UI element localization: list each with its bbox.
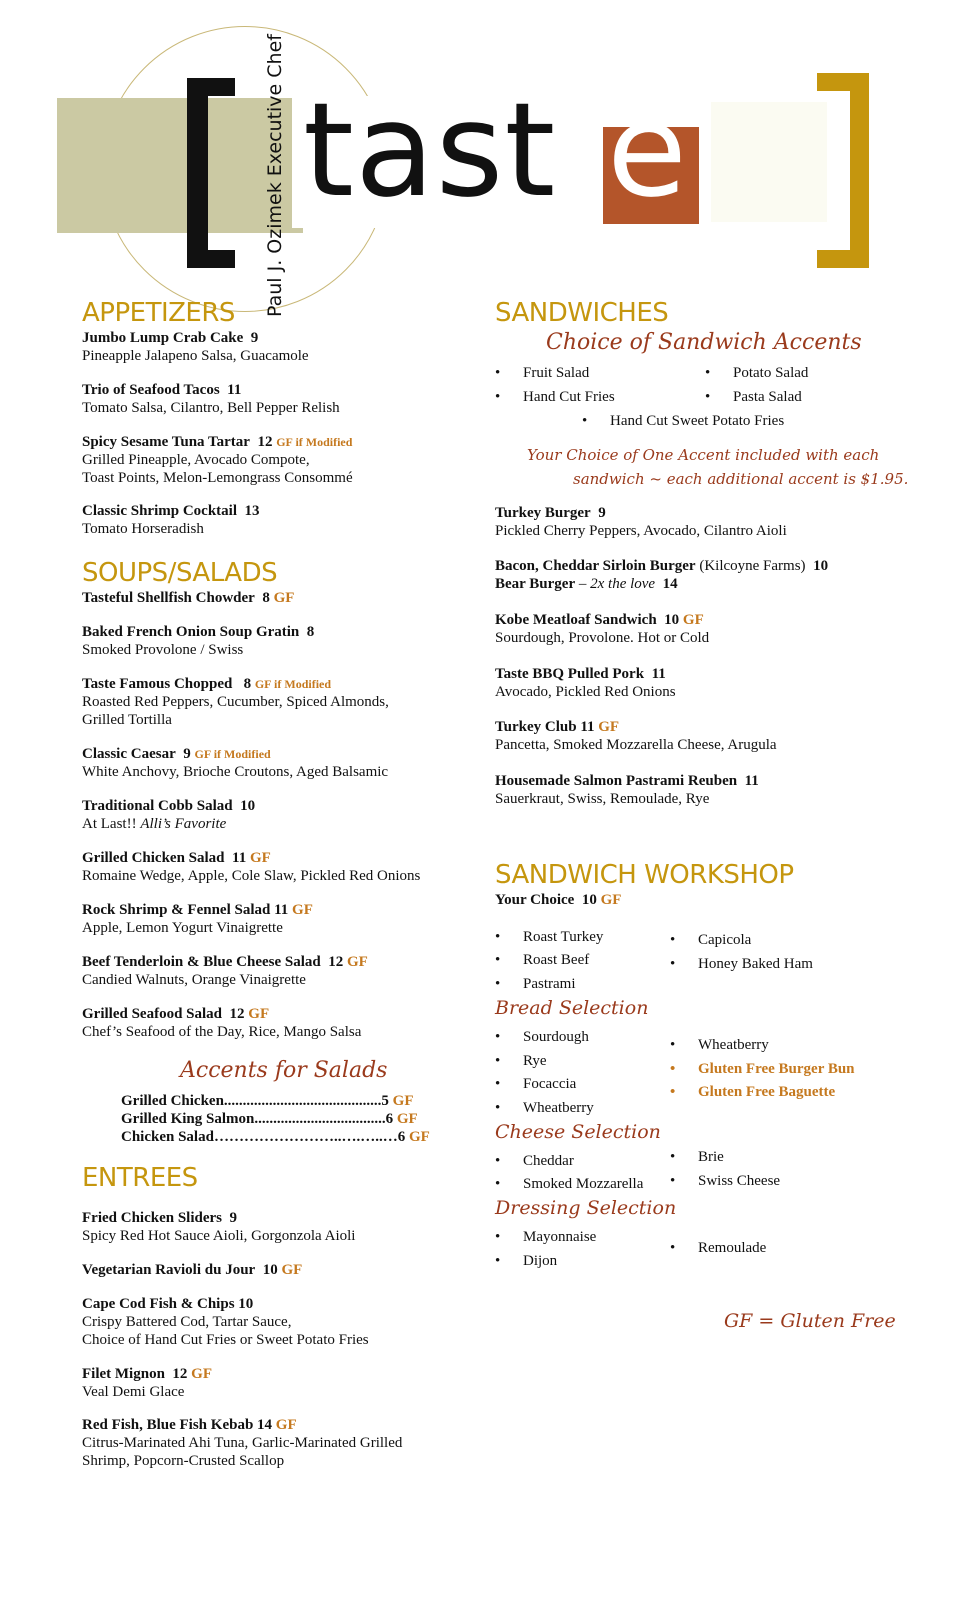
item-description: Pancetta, Smoked Mozzarella Cheese, Arugula	[495, 737, 777, 753]
item-description: Pickled Cherry Peppers, Avocado, Cilantro Aioli	[495, 523, 787, 539]
item-name: Jumbo Lump Crab Cake	[82, 330, 244, 346]
cheese-option: • Swiss Cheese	[698, 1172, 780, 1190]
item-name: Your Choice	[495, 892, 575, 908]
menu-item	[495, 665, 676, 701]
menu-item	[495, 504, 787, 540]
item-description: Chef’s Seafood of the Day, Rice, Mango Salsa	[82, 1024, 362, 1040]
item-price: 11	[227, 382, 242, 398]
meat-option: • Pastrami	[523, 975, 576, 993]
menu-item	[82, 797, 255, 833]
item-price: 11	[651, 666, 666, 682]
item-name: Bear Burger	[495, 576, 576, 592]
menu-item	[82, 1416, 402, 1470]
logo-right-bracket	[850, 73, 869, 268]
meat-option: • Roast Turkey	[523, 928, 603, 946]
dressing-selection-heading: Dressing Selection	[495, 1197, 677, 1219]
bread-selection-heading: Bread Selection	[495, 997, 649, 1019]
item-description: Avocado, Pickled Red Onions	[495, 684, 676, 700]
item-price: 10	[813, 558, 829, 574]
menu-item	[82, 1209, 355, 1245]
sandwich-workshop-heading: SANDWICH WORKSHOP	[495, 860, 794, 890]
menu-item	[82, 433, 353, 487]
gf-badge: GF	[273, 590, 295, 606]
gf-badge: GF	[347, 954, 368, 970]
cheese-selection-heading: Cheese Selection	[495, 1121, 661, 1143]
logo-wordmark-e: e	[607, 74, 687, 226]
item-description: Candied Walnuts, Orange Vinaigrette	[82, 972, 306, 988]
menu-item	[495, 611, 709, 647]
item-name: Filet Mignon	[82, 1366, 165, 1382]
item-price: 10	[240, 798, 256, 814]
item-description: Sourdough, Provolone. Hot or Cold	[495, 630, 710, 646]
item-description: Sauerkraut, Swiss, Remoulade, Rye	[495, 791, 710, 807]
gf-badge: GF	[408, 1129, 430, 1145]
menu-item	[82, 1365, 212, 1401]
item-name: Cape Cod Fish & Chips	[82, 1296, 235, 1312]
item-description: Tomato Horseradish	[82, 521, 204, 537]
item-price: 11	[744, 773, 759, 789]
item-price: 8	[243, 676, 252, 692]
dressing-option: • Mayonnaise	[523, 1228, 596, 1246]
item-description: Crispy Battered Cod, Tartar Sauce,	[82, 1314, 292, 1330]
gluten-free-legend: GF = Gluten Free	[724, 1310, 896, 1332]
gf-badge: GF	[396, 1111, 418, 1127]
item-name: Bacon, Cheddar Sirloin Burger	[495, 558, 696, 574]
gf-badge: GF	[248, 1006, 270, 1022]
item-description: Roasted Red Peppers, Cucumber, Spiced Almonds,	[82, 694, 389, 710]
bread-option: • Sourdough	[523, 1028, 589, 1046]
entrees-heading: ENTREES	[82, 1163, 198, 1193]
cheese-option: • Cheddar	[523, 1152, 574, 1170]
item-price: 10	[238, 1296, 254, 1312]
gf-badge: GF	[682, 612, 704, 628]
item-description: Apple, Lemon Yogurt Vinaigrette	[82, 920, 283, 936]
meat-option: • Honey Baked Ham	[698, 955, 813, 973]
gf-badge: GF	[292, 902, 313, 918]
item-description: Grilled Tortilla	[82, 712, 172, 728]
bread-option: • Rye	[523, 1052, 547, 1070]
item-price: 12	[257, 434, 273, 450]
bread-option: • Wheatberry	[523, 1099, 594, 1117]
gf-badge: GF	[392, 1093, 414, 1109]
menu-item	[82, 675, 389, 729]
salad-accent-line: Grilled King Salmon...................................6 GF	[121, 1111, 418, 1127]
item-description: White Anchovy, Brioche Croutons, Aged Balsamic	[82, 764, 389, 780]
menu-item	[82, 953, 368, 989]
item-price: 8	[262, 590, 270, 606]
item-price: 13	[244, 503, 260, 519]
item-name: Turkey Burger	[495, 505, 591, 521]
salad-accent-line: Grilled Chicken..........................................5 GF	[121, 1093, 414, 1109]
accent-option: • Hand Cut Sweet Potato Fries	[610, 412, 784, 430]
menu-item	[82, 329, 309, 365]
gf-badge: GF if Modified	[276, 435, 353, 449]
menu-item	[495, 575, 828, 593]
dressing-option: • Remoulade	[698, 1239, 766, 1257]
cheese-option: • Smoked Mozzarella	[523, 1175, 643, 1193]
item-description: Spicy Red Hot Sauce Aioli, Gorgonzola Aioli	[82, 1228, 356, 1244]
item-description: Toast Points, Melon-Lemongrass Consommé	[82, 470, 353, 486]
item-name: Vegetarian Ravioli du Jour	[82, 1262, 256, 1278]
menu-item	[82, 1295, 369, 1349]
gf-badge: GF if Modified	[194, 747, 271, 761]
logo-wordmark: tast	[303, 74, 557, 226]
dressing-option: • Dijon	[523, 1252, 557, 1270]
item-price: 9	[250, 330, 259, 346]
logo-left-bracket	[187, 78, 208, 268]
item-price: 12	[328, 954, 344, 970]
item-description: Grilled Pineapple, Avocado Compote,	[82, 452, 310, 468]
item-name: Rock Shrimp & Fennel Salad	[82, 902, 271, 918]
item-name: Housemade Salmon Pastrami Reuben	[495, 773, 738, 789]
item-price: 9	[598, 505, 606, 521]
item-name: Classic Caesar	[82, 746, 176, 762]
item-name: Beef Tenderloin & Blue Cheese Salad	[82, 954, 321, 970]
item-price: 9	[229, 1210, 238, 1226]
item-description: Romaine Wedge, Apple, Cole Slaw, Pickled Red Onions	[82, 868, 421, 884]
item-name: Turkey Club	[495, 719, 577, 735]
item-note: – 2x the love	[578, 576, 656, 592]
cheese-option: • Brie	[698, 1148, 724, 1166]
menu-item	[82, 849, 420, 885]
bread-option-gluten-free: • Gluten Free Baguette	[698, 1083, 835, 1101]
salad-accents-heading: Accents for Salads	[180, 1058, 388, 1083]
item-name: Spicy Sesame Tuna Tartar	[82, 434, 250, 450]
logo-faint-block	[711, 102, 827, 222]
executive-chef-credit: Paul J. Ozimek Executive Chef	[264, 34, 286, 317]
item-name: Traditional Cobb Salad	[82, 798, 233, 814]
item-name: Baked French Onion Soup Gratin	[82, 624, 300, 640]
item-name: Grilled Chicken Salad	[82, 850, 225, 866]
item-name: Tasteful Shellfish Chowder	[82, 590, 255, 606]
accent-option: • Pasta Salad	[733, 388, 802, 406]
item-description: Citrus-Marinated Ahi Tuna, Garlic-Marinated Grilled	[82, 1435, 403, 1451]
item-price: 11	[274, 902, 289, 918]
meat-option: • Capicola	[698, 931, 751, 949]
meat-option: • Roast Beef	[523, 951, 589, 969]
item-price: 9	[183, 746, 191, 762]
item-note: (Kilcoyne Farms)	[699, 558, 806, 574]
item-description: At Last!! Alli’s Favorite	[82, 816, 227, 832]
menu-item	[82, 1005, 361, 1041]
menu-item	[82, 381, 340, 417]
menu-item	[82, 623, 314, 659]
bread-option-gluten-free: • Gluten Free Burger Bun	[698, 1060, 855, 1078]
item-name: Red Fish, Blue Fish Kebab	[82, 1417, 254, 1433]
item-description: Shrimp, Popcorn-Crusted Scallop	[82, 1453, 285, 1469]
item-price: 10	[262, 1262, 278, 1278]
menu-item	[495, 772, 759, 808]
item-price: 14	[257, 1417, 273, 1433]
menu-item	[82, 745, 388, 781]
menu-item	[495, 557, 828, 593]
accent-note: sandwich ~ each additional accent is $1.95.	[573, 470, 909, 488]
item-name: Kobe Meatloaf Sandwich	[495, 612, 657, 628]
accent-option: • Hand Cut Fries	[523, 388, 615, 406]
item-price: 12	[172, 1366, 188, 1382]
sandwiches-heading: SANDWICHES	[495, 298, 669, 328]
item-description: Veal Demi Glace	[82, 1384, 185, 1400]
item-description: Choice of Hand Cut Fries or Sweet Potato Fries	[82, 1332, 369, 1348]
item-name: Taste BBQ Pulled Pork	[495, 666, 645, 682]
salad-accent-line: Chicken Salad……………………..….…..…6 GF	[121, 1129, 430, 1145]
item-name: Trio of Seafood Tacos	[82, 382, 220, 398]
item-price: 10	[581, 892, 597, 908]
gf-badge: GF	[281, 1262, 303, 1278]
workshop-choice	[495, 891, 621, 909]
gf-badge: GF	[249, 850, 271, 866]
gf-badge: GF	[598, 719, 620, 735]
bread-option: • Focaccia	[523, 1075, 576, 1093]
item-price: 11	[232, 850, 247, 866]
item-name: Taste Famous Chopped	[82, 676, 233, 692]
gf-badge: GF	[600, 892, 622, 908]
appetizers-heading: APPETIZERS	[82, 298, 235, 328]
gf-badge: GF	[191, 1366, 213, 1382]
item-name: Classic Shrimp Cocktail	[82, 503, 238, 519]
gf-badge: GF if Modified	[254, 677, 332, 691]
item-name: Fried Chicken Sliders	[82, 1210, 223, 1226]
item-description: Pineapple Jalapeno Salsa, Guacamole	[82, 348, 309, 364]
menu-item	[82, 589, 294, 607]
menu-item	[82, 901, 313, 937]
menu-item	[495, 718, 777, 754]
item-price: 14	[662, 576, 678, 592]
item-description: Smoked Provolone / Swiss	[82, 642, 244, 658]
item-description: Tomato Salsa, Cilantro, Bell Pepper Relish	[82, 400, 340, 416]
bread-option: • Wheatberry	[698, 1036, 769, 1054]
sandwich-accents-heading: Choice of Sandwich Accents	[546, 330, 862, 355]
accent-option: • Fruit Salad	[523, 364, 589, 382]
accent-option: • Potato Salad	[733, 364, 808, 382]
soups-salads-heading: SOUPS/SALADS	[82, 558, 278, 588]
item-price: 12	[229, 1006, 245, 1022]
menu-item	[82, 502, 260, 538]
item-name: Grilled Seafood Salad	[82, 1006, 223, 1022]
item-price: 10	[664, 612, 680, 628]
item-price: 8	[306, 624, 315, 640]
accent-note: Your Choice of One Accent included with each	[527, 446, 880, 464]
gf-badge: GF	[275, 1417, 297, 1433]
item-price: 11	[580, 719, 595, 735]
menu-item	[82, 1261, 302, 1279]
